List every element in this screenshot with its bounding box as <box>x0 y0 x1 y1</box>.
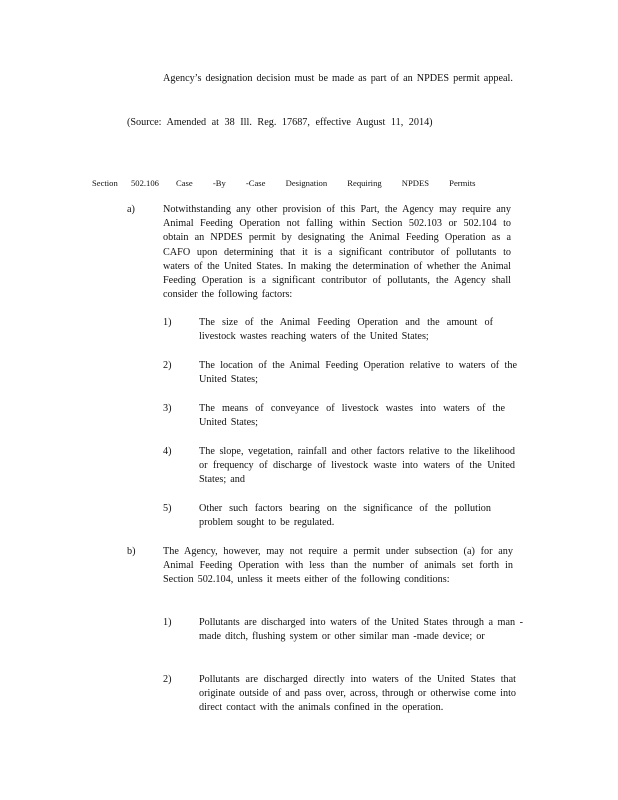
continuation-paragraph: Agency’s designation decision must be made as part of an NPDES permit appeal. <box>163 73 513 84</box>
para-a-item-1-label: 1) <box>163 317 172 328</box>
para-a-item-4-label: 4) <box>163 446 172 457</box>
para-b-text: The Agency, however, may not require a permit under subsection (a) for any Animal Feeding Operation with less than the number of animals set forth in Section 502.104, unless it meets either of the following conditions: <box>163 546 513 586</box>
para-a-item-3-label: 3) <box>163 403 172 414</box>
para-a-item-4-text: The slope, vegetation, rainfall and other factors relative to the likelihood or frequency of discharge of livestock waste into waters of the United States; and <box>199 446 515 486</box>
para-a-item-3-text: The means of conveyance of livestock wastes into waters of the United States; <box>199 403 505 429</box>
para-a-item-5-label: 5) <box>163 503 172 514</box>
section-word: Section <box>92 178 118 188</box>
para-a-item-2-label: 2) <box>163 360 172 371</box>
para-b-label: b) <box>127 546 136 557</box>
para-a-item-5-text: Other such factors bearing on the significance of the pollution problem sought to be regulated. <box>199 503 491 529</box>
para-a-item-1-text: The size of the Animal Feeding Operation and the amount of livestock wastes reaching waters of the United States; <box>199 317 493 343</box>
para-a-item-2-text: The location of the Animal Feeding Operation relative to waters of the United States; <box>199 360 517 386</box>
source-note: (Source: Amended at 38 Ill. Reg. 17687, effective August 11, 2014) <box>127 117 433 128</box>
para-a-text: Notwithstanding any other provision of this Part, the Agency may require any Animal Feeding Operation not falling within Section 502.103 or 502.104 to obtain an NPDES permit by designating the Animal Feeding Operation as a CAFO upon determining that it is a significant contributor of pollutants to waters of the United States. In making the determination of whether the Animal Feeding Operation is a significant contributor of pollutants, the Agency shall consider the following factors: <box>163 204 511 301</box>
para-b-item-1-text: Pollutants are discharged into waters of the United States through a man -made ditch, flushing system or other similar man -made device; or <box>199 617 523 643</box>
para-a-label: a) <box>127 204 135 215</box>
section-number: 502.106 <box>131 178 159 188</box>
section-title: Case -By -Case Designation Requiring NPDES Permits <box>176 178 476 188</box>
para-b-item-2-label: 2) <box>163 674 172 685</box>
para-b-item-1-label: 1) <box>163 617 172 628</box>
para-b-item-2-text: Pollutants are discharged directly into waters of the United States that originate outside of and pass over, across, through or otherwise come into direct contact with the animals confined in the operation. <box>199 674 516 714</box>
